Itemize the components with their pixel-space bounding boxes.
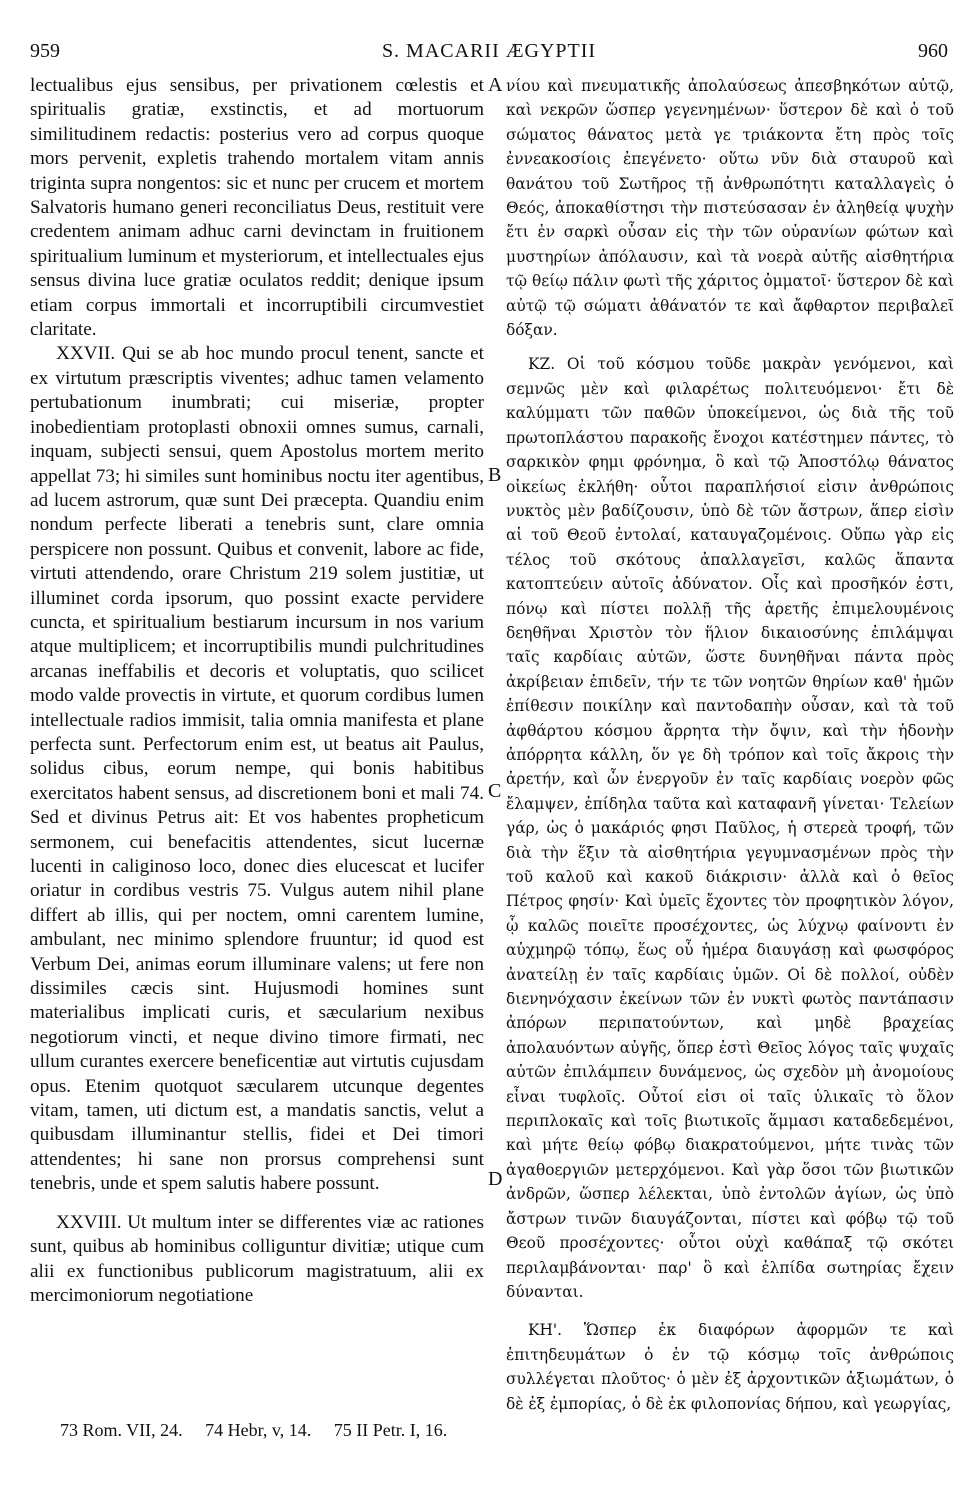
latin-paragraph-2: XXVII. Qui se ab hoc mundo procul tenent, sancte et ex virtutum præscriptis viventes; adhuc tamen velamento pertubationum inumbrati; cui miseriæ, propter inobedientiam protoplasti obnoxii omnes sumus, carnali, inquam, subjecti sensui, quem Apostolus mortem merito appellat 73; hi similes sunt hominibus noctu iter agentibus, ad lucem astrorum, quæ sunt Dei præcepta. Quandiu enim nondum perfecte liberati a tenebris sunt, clare omnia perspicere non possunt. Quibus et convenit, labore ac fide, virtuti attendendo, orare Christum 219 solem justitiæ, ut illuminet corda ipsorum, quo possint exacte pervidere cuncta, et spiritualium bestiarum incursum in nos varium atque multiplicem; et incorruptibilis mundi pulchritudines arcanas ineffabilis et decoris et voluptatis, quo scilicet modo valde provectis in virtute, et quorum cordibus lumen intellectuale radios immisit, talia omnia manifesta et plane perfecta sunt. Perfectorum enim est, ut beatus ait Paulus, solidus cibus, eorum nempe, qui bonis habitibus exercitatos habent sensus, ad discretionem boni et mali 74. Sed et divinus Petrus ait: Et vos habentes propheticum sermonem, cui benefacitis attendentes, sicut lucernæ lucenti in caliginoso loco, donec dies elucescat et lucifer oriatur in cordibus vestris 75. Vulgus autem nihil plane differt ab illis, qui per noctem, omni carentem lumine, ambulant, nec minimo splendore fruuntur; id quod est Verbum Dei, animas eorum illuminare valens; ut fere non dissimiles cæcis sint. Hujusmodi homines sunt materialibus implicati curis, et sæcularium nexibus negotiorum vincti, et neque divino timore firmati, nec ullum curantes exercere beneficentiæ aut virtutis cujusdam opus. Etenim quotquot sæcularem utcunque degentes vitam, tamen, uti dictum est, a mandatis sanctis, velut a quibusdam illuminantur stellis, fidei et Dei timori attendentes; hi sane non prorsus comprehensi sunt tenebris, unde et spem salutis habere possunt. — [30, 343, 484, 1195]
section-marker-c: C — [488, 780, 502, 802]
latin-column — [30, 74, 484, 1308]
greek-paragraph-3: ΚΗ'. Ὥσπερ ἐκ διαφόρων ἀφορμῶν τε καὶ ἐπιτηδευμάτων ὁ ἐν τῷ κόσμῳ τοῖς ἀνθρώποις συλλέγεται πλοῦτος· ὁ μὲν ἐξ ἀρχοντικῶν ἀξιωμάτων, ὁ δὲ ἐξ ἐμπορίας, ὁ δὲ ἐκ φιλοπονίας δήπου, καὶ γεωργίας, — [506, 1321, 954, 1413]
page-number-left: 959 — [30, 40, 60, 62]
footnotes — [60, 1420, 465, 1441]
page-header — [30, 40, 948, 70]
footnote-74: 74 Hebr, v, 14. — [205, 1420, 312, 1440]
greek-paragraph-1: νίου καὶ πνευματικῆς ἀπολαύσεως ἀπεσβηκότων αὐτῷ, καὶ νεκρῶν ὥσπερ γεγενημένων· ὕστερον δὲ καὶ ὁ τοῦ σώματος θάνατος μετὰ γε τριάκοντα ἔτη πρὸς τοῖς ἐννεακοσίοις ἐπεγένετο· οὕτω νῦν διὰ σταυροῦ καὶ θανάτου τοῦ Σωτῆρος τῇ ἀνθρωπότητι καταλλαγεὶς ὁ Θεός, ἀποκαθίστησι τὴν πιστεύσασαν ἐν ἀληθείᾳ ψυχὴν ἔτι ἐν σαρκὶ οὖσαν εἰς τὴν τῶν οὐρανίων φώτων καὶ μυστηρίων ἀπόλαυσιν, καὶ τὰ νοερὰ αὐτῆς αἰσθητήρια τῷ θείῳ πάλιν φωτὶ τῆς χάριτος ὀμματοῖ· ὕστερον δὲ καὶ αὐτῷ τῷ σώματι ἀθάνατόν τε καὶ ἄφθαρτον περιβαλεῖ δόξαν. — [506, 77, 954, 340]
latin-paragraph-3: XXVIII. Ut multum inter se differentes viæ ac rationes sunt, quibus ab hominibus colliguntur divitiæ; utique cum alii ex functionibus publicorum magistratuum, alii ex mercimoniorum negotiatione — [30, 1211, 484, 1306]
latin-paragraph-1: lectualibus ejus sensibus, per privationem cœlestis et spiritualis gratiæ, exstinctis, et ad mortuorum similitudinem redactis: posterius vero ad corpus quoque mors pervenit, expletis trahendo mortalem vitam annis triginta supra nongentos: sic et nunc per crucem et mortem Salvatoris humano generi reconciliatus Deus, restituit vere credentem animam adhuc carni devinctam in fruitionem spiritualium luminum et mysteriorum, et intellectuales ejus sensus divina luce gratiæ oculatos reddit; denique ipsum etiam corpus immortali et incorruptibili circumvestiet claritate. — [30, 75, 484, 341]
running-title: S. MACARII ÆGYPTII — [381, 40, 597, 62]
greek-column — [506, 74, 954, 1416]
section-marker-b: B — [488, 464, 502, 486]
section-marker-d: D — [488, 1168, 503, 1190]
page-number-right: 960 — [918, 40, 948, 62]
greek-paragraph-2: ΚΖ. Οἱ τοῦ κόσμου τοῦδε μακρὰν γενόμενοι, καὶ σεμνῶς μὲν καὶ φιλαρέτως πολιτευόμενοι· ἔτι δὲ καλύμματι τῶν παθῶν ὑποκείμενοι, ὡς διὰ τῆς τοῦ πρωτοπλάστου παρακοῆς ἔνοχοι κατέστημεν πάντες, τὸ σαρκικὸν φημι φρόνημα, ὃ καὶ τῷ Ἀποστόλῳ θάνατος οἰκείως ἐκλήθη· οὗτοι παραπλήσιοί εἰσιν ἀνθρώποις νυκτὸς μὲν βαδίζουσιν, ὑπὸ δὲ τῶν ἄστρων, ἅπερ εἰσὶν αἱ τοῦ Θεοῦ ἐντολαί, καταυγαζομένοις. Οὔπω γὰρ εἰς τέλος τοῦ σκότους ἀπαλλαγεῖσι, καλῶς ἅπαντα κατοπτεύειν αὐτοῖς ἀδύνατον. Οἷς καὶ προσῆκόν ἐστι, πόνῳ καὶ πίστει πολλῇ τῆς ἀρετῆς ἐπιμελουμένοις δεηθῆναι Χριστὸν τὸν ἥλιον δικαιοσύνης ἐπιλάμψαι ταῖς καρδίαις αὐτῶν, ὥστε δυνηθῆναι πάντα πρὸς ἀκρίβειαν ἐπιδεῖν, τήν τε τῶν νοητῶν θηρίων καθ' ἡμῶν ἐπίθεσιν ποικίλην καὶ παντοδαπὴν οὖσαν, καὶ τὰ τοῦ ἀφθάρτου κόσμου ἄρρητα τὴν ὄψιν, καὶ τὴν ἡδονὴν ἀπόρρητα κάλλη, ὅν γε δὴ τρόπον καὶ τοῖς ἄκροις τὴν ἀρετήν, καὶ ὧν ἐνεργοῦν ἐν ταῖς καρδίαις νοερὸν φῶς ἔλαμψεν, ἐπίδηλα ταῦτα καὶ καταφανῆ γίνεται· Τελείων γάρ, ὡς ὁ μακάριός φησι Παῦλος, ἡ στερεὰ τροφή, τῶν διὰ τὴν ἕξιν τὰ αἰσθητήρια γεγυμνασμένων πρὸς τὴν τοῦ καλοῦ καὶ κακοῦ διάκρισιν· ἀλλὰ καὶ ὁ θεῖος Πέτρος φησίν· Καὶ ὑμεῖς ἔχοντες τὸν προφητικὸν λόγον, ᾧ καλῶς ποιεῖτε προσέχοντες, ὡς λύχνῳ φαίνοντι ἐν αὐχμηρῷ τόπῳ, ἕως οὗ ἡμέρα διαυγάσῃ καὶ φωσφόρος ἀνατείλῃ ἐν ταῖς καρδίαις ὑμῶν. Οἱ δὲ πολλοί, οὐδὲν διενηνόχασιν ἐκείνων τῶν ἐν νυκτὶ φωτὸς παντάπασιν ἀπόρων περιπατούντων, καὶ μηδὲ βραχείας ἀπολαυόντων αὐγῆς, ὅπερ ἐστὶ Θεῖος λόγος ταῖς ψυχαῖς αὐτῶν ἐπιλάμπειν δυνάμενος, ὡς σχεδὸν μὴ ἀνομοίους εἶναι τυφλοῖς. Οὗτοί εἰσι οἱ ταῖς ὑλικαῖς τὸ ὅλον περιπλοκαῖς καὶ τοῖς βιωτικοῖς ἅμμασι καταδεδεμένοι, καὶ μήτε θείῳ φόβῳ διακρατούμενοι, μήτε τινὰς τῶν ἀγαθοεργιῶν μετερχόμενοι. Καὶ γὰρ ὅσοι τῶν βιωτικῶν ἀνδρῶν, ὥσπερ λέλεκται, ὑπὸ ἐντολῶν ἁγίων, ὡς ὑπὸ ἄστρων τινῶν διαυγάζονται, πίστει καὶ φόβῳ τῷ τοῦ Θεοῦ προσέχοντες· οὗτοι οὐχὶ καθάπαξ τῷ σκότει περιλαμβάνονται· παρ' ὃ καὶ ἐλπίδα σωτηρίας ἔχειν δύνανται. — [506, 355, 954, 1301]
footnote-73: 73 Rom. VII, 24. — [60, 1420, 183, 1440]
footnote-75: 75 II Petr. I, 16. — [333, 1420, 448, 1440]
section-marker-a: A — [488, 74, 503, 96]
